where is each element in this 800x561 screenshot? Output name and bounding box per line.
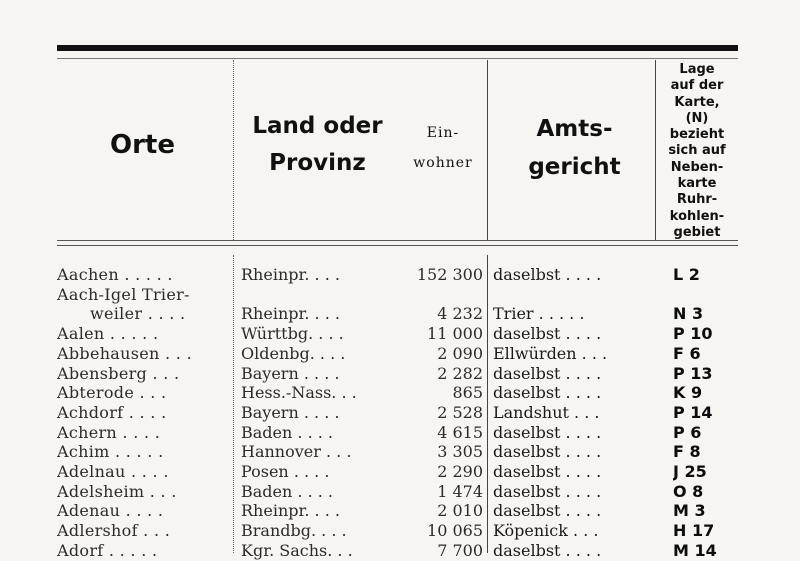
einwohner-cell: 4 232 <box>437 304 483 324</box>
table-row <box>0 364 800 384</box>
header-lage-line: bezieht <box>669 127 725 143</box>
header-lage-line: Karte, <box>674 94 720 110</box>
header-amtsgericht-line2: gericht <box>528 154 621 180</box>
lage-cell: F 6 <box>673 343 701 363</box>
header-rule-1 <box>57 240 738 241</box>
lage-cell: F 8 <box>673 442 701 462</box>
land-cell: Hannover . . . <box>241 442 352 462</box>
header-lage-line: Neben- <box>670 159 724 175</box>
table-row <box>0 442 800 462</box>
amtsgericht-cell: Ellwürden . . . <box>493 343 608 363</box>
land-cell: Oldenbg. . . . <box>241 343 346 363</box>
place-name: Abensberg . . . <box>57 363 180 383</box>
lage-cell: O 8 <box>673 481 704 501</box>
land-cell: Württbg. . . . <box>241 324 344 344</box>
land-cell: Bayern . . . . <box>241 363 340 383</box>
place-name: Adorf . . . . . <box>57 540 158 560</box>
header-lage-line: gebiet <box>673 224 721 240</box>
einwohner-cell: 2 282 <box>437 363 483 383</box>
amtsgericht-cell: daselbst . . . . <box>493 383 602 403</box>
amtsgericht-cell: daselbst . . . . <box>493 442 602 462</box>
einwohner-cell: 2 010 <box>437 501 483 521</box>
einwohner-cell: 1 474 <box>437 481 483 501</box>
place-name: Adelnau . . . . <box>57 462 169 481</box>
place-name: Achim . . . . . <box>57 442 164 462</box>
table-row <box>0 324 800 344</box>
table-row <box>0 403 800 423</box>
land-cell: Hess.-Nass. . . <box>241 383 357 403</box>
place-name: Abterode . . . <box>57 383 167 403</box>
einwohner-cell: 152 300 <box>416 265 483 284</box>
amtsgericht-cell: daselbst . . . . <box>493 422 602 442</box>
table-row <box>0 541 800 561</box>
land-cell: Rheinpr. . . . <box>241 304 340 324</box>
header-lage-line: kohlen- <box>669 208 725 224</box>
lage-cell: P 6 <box>673 422 702 442</box>
amtsgericht-cell: daselbst . . . . <box>493 501 602 521</box>
header-amtsgericht-line1: Amts- <box>536 116 613 142</box>
land-cell: Baden . . . . <box>241 481 333 501</box>
header-einwohner <box>400 118 486 178</box>
amtsgericht-cell: daselbst . . . . <box>493 462 602 481</box>
lage-cell: M 14 <box>673 540 717 560</box>
header-land-line1: Land oder <box>252 113 383 139</box>
place-name: Aalen . . . . . <box>57 324 159 344</box>
land-cell: Baden . . . . <box>241 422 333 442</box>
table-row <box>0 521 800 541</box>
place-name: Aachen . . . . . <box>57 265 173 284</box>
einwohner-cell: 11 000 <box>427 324 483 344</box>
einwohner-cell: 2 090 <box>437 343 483 363</box>
land-cell: Brandbg. . . . <box>241 521 347 541</box>
header-land-line2: Provinz <box>269 150 366 176</box>
amtsgericht-cell: daselbst . . . . <box>493 324 602 344</box>
table-row <box>0 383 800 403</box>
header-einwohner-line2: wohner <box>413 155 473 171</box>
amtsgericht-cell: daselbst . . . . <box>493 265 602 284</box>
header-lage-line: Ruhr- <box>676 192 718 208</box>
table-row <box>0 462 800 482</box>
table-row <box>0 285 800 305</box>
amtsgericht-cell: Köpenick . . . <box>493 521 599 541</box>
table-row <box>0 304 800 324</box>
einwohner-cell: 7 700 <box>437 540 483 560</box>
place-name: Abbehausen . . . <box>57 343 192 363</box>
lage-cell: P 10 <box>673 324 713 344</box>
place-name: Achern . . . . <box>57 422 161 442</box>
table-row <box>0 501 800 521</box>
header-einwohner-line1: Ein- <box>426 125 460 141</box>
column-divider <box>233 60 234 240</box>
header-lage-line: sich auf <box>668 143 726 159</box>
lage-cell: K 9 <box>673 383 703 403</box>
einwohner-cell: 2 290 <box>437 462 483 481</box>
einwohner-cell: 10 065 <box>427 521 483 541</box>
place-name: Achdorf . . . . <box>57 402 167 422</box>
lage-cell: J 25 <box>673 462 707 481</box>
amtsgericht-cell: daselbst . . . . <box>493 481 602 501</box>
header-land <box>235 108 400 182</box>
header-lage-line: auf der <box>670 78 724 94</box>
table-row <box>0 423 800 443</box>
land-cell: Rheinpr. . . . <box>241 265 340 284</box>
amtsgericht-cell: daselbst . . . . <box>493 540 602 560</box>
header-rule-2 <box>57 245 738 246</box>
amtsgericht-cell: Trier . . . . . <box>493 304 585 324</box>
header-lage <box>656 62 738 241</box>
lage-cell: H 17 <box>673 521 715 541</box>
lage-cell: P 14 <box>673 402 713 422</box>
lage-cell: P 13 <box>673 363 713 383</box>
place-name: Adenau . . . . <box>57 501 164 521</box>
header-lage-line: karte <box>677 176 717 192</box>
lage-cell: N 3 <box>673 304 704 324</box>
header-amtsgericht <box>492 110 657 186</box>
place-name: weiler . . . . <box>90 304 186 324</box>
einwohner-cell: 3 305 <box>437 442 483 462</box>
lage-cell: M 3 <box>673 501 706 521</box>
column-divider <box>487 60 488 240</box>
einwohner-cell: 4 615 <box>437 422 483 442</box>
table-row <box>0 344 800 364</box>
header-lage-line: Lage <box>679 62 715 77</box>
einwohner-cell: 2 528 <box>437 402 483 422</box>
lage-cell: L 2 <box>673 265 700 284</box>
land-cell: Kgr. Sachs. . . <box>241 540 353 560</box>
land-cell: Bayern . . . . <box>241 402 340 422</box>
einwohner-cell: 865 <box>452 383 483 403</box>
header-orte: Orte <box>110 130 175 160</box>
table-row <box>0 482 800 502</box>
table-row <box>0 265 800 285</box>
place-name: Adelsheim . . . <box>57 481 177 501</box>
land-cell: Posen . . . . <box>241 462 330 481</box>
top-rule <box>57 45 738 51</box>
amtsgericht-cell: Landshut . . . <box>493 402 600 422</box>
top-rule-thin <box>57 58 738 59</box>
header-lage-line: (N) <box>685 110 709 126</box>
place-name: Aach-Igel Trier- <box>57 284 190 304</box>
amtsgericht-cell: daselbst . . . . <box>493 363 602 383</box>
place-name: Adlershof . . . <box>57 521 171 541</box>
land-cell: Rheinpr. . . . <box>241 501 340 521</box>
